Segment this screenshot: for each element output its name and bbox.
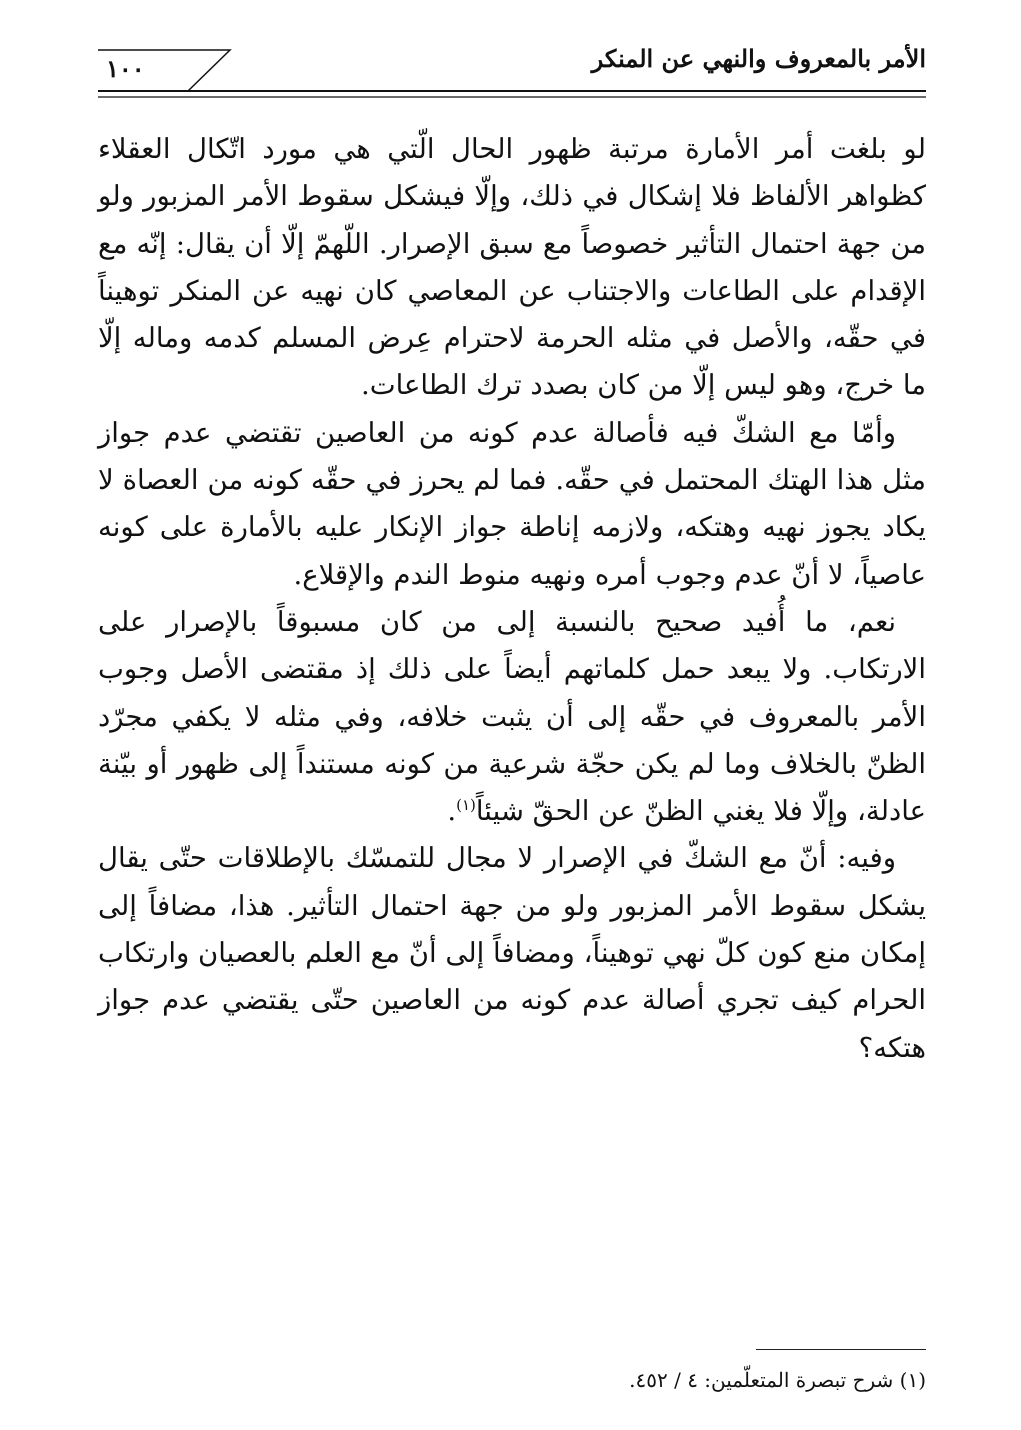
footnote-reference: (١) — [456, 796, 476, 814]
running-title: الأمر بالمعروف والنهي عن المنكر — [591, 44, 926, 73]
paragraph-2: وأمّا مع الشكّ فيه فأصالة عدم كونه من العاصين تقتضي عدم جواز مثل هذا الهتك المحتمل في حقّه. فما لم يحرز في حقّه كونه من العصاة لا يكاد يجوز نهيه وهتكه، ولازمه إناطة جواز الإنكار عليه بالأمارة على كونه عاصياً، لا أنّ عدم وجوب أمره ونهيه منوط الندم والإقلاع. — [98, 416, 926, 591]
paragraph-3-end: . — [447, 795, 457, 828]
paragraph-1: لو بلغت أمر الأمارة مرتبة ظهور الحال الّتي هي مورد اتّكال العقلاء كظواهر الألفاظ فلا إشكال في ذلك، وإلّا فيشكل سقوط الأمر المزبور ولو من جهة احتمال التأثير خصوصاً مع سبق الإصرار. اللّهمّ إلّا أن يقال: إنّه مع الإقدام على الطاعات والاجتناب عن المعاصي كان نهيه عن المنكر توهيناً في حقّه، والأصل في مثله الحرمة لاحترام عِرض المسلم كدمه وماله إلّا ما خرج، وهو ليس إلّا من كان بصدد ترك الطاعات. — [98, 133, 926, 402]
page-number: ١٠٠ — [106, 54, 145, 83]
paragraph-3 — [98, 599, 926, 835]
paragraph-4: وفيه: أنّ مع الشكّ في الإصرار لا مجال للتمسّك بالإطلاقات حتّى يقال يشكل سقوط الأمر المزبور ولو من جهة احتمال التأثير. هذا، مضافاً إلى إمكان منع كون كلّ نهي توهيناً، ومضافاً إلى أنّ مع العلم بالعصيان وارتكاب الحرام كيف تجري أصالة عدم كونه من العاصين حتّى يقتضي عدم جواز هتكه؟ — [98, 842, 926, 1064]
body-text — [98, 126, 926, 1072]
footnote-rule — [756, 1349, 926, 1350]
footnote: (١) شرح تبصرة المتعلّمين: ٤ / ٤٥٢. — [629, 1368, 926, 1392]
book-page — [98, 40, 926, 1420]
header-rule — [98, 40, 926, 102]
running-head — [98, 40, 926, 102]
paragraph-3-text: نعم، ما أُفيد صحيح بالنسبة إلى من كان مسبوقاً بالإصرار على الارتكاب. ولا يبعد حمل كلماتهم أيضاً على ذلك إذ مقتضى الأصل وجوب الأمر بالمعروف في حقّه إلى أن يثبت خلافه، وفي مثله لا يكفي مجرّد الظنّ بالخلاف وما لم يكن حجّة شرعية من كونه مستنداً إلى ظهور أو بيّنة عادلة، وإلّا فلا يغني الظنّ عن الحقّ شيئاً — [98, 605, 926, 828]
